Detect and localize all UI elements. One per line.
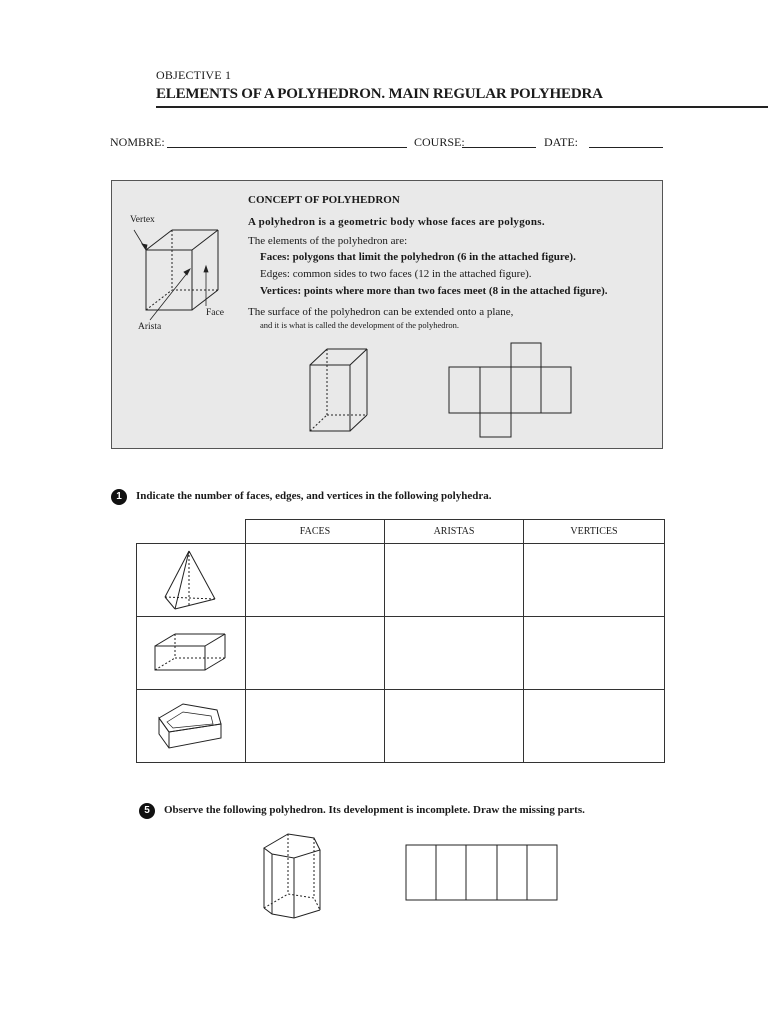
table-header-row: [137, 520, 665, 544]
table-corner: [137, 520, 246, 544]
table-row: [137, 617, 665, 690]
name-label: NOMBRE:: [110, 135, 165, 149]
box-prism-icon: [151, 628, 231, 678]
table-row: [137, 544, 665, 617]
elements-intro: The elements of the polyhedron are:: [248, 235, 408, 247]
face-label: Face: [206, 308, 224, 318]
objective-label: OBJECTIVE 1: [156, 68, 232, 82]
aristas-answer-cell[interactable]: [385, 544, 524, 617]
date-field-line[interactable]: [589, 147, 663, 148]
prism-net-figure: [448, 342, 573, 439]
faces-column-header: FACES: [246, 520, 385, 544]
arista-label: Arista: [138, 322, 162, 332]
course-field-line[interactable]: [462, 147, 536, 148]
table-row: [137, 690, 665, 763]
incomplete-development-figure[interactable]: [405, 844, 559, 902]
shape-cell: [137, 617, 246, 690]
vertices-column-header: VERTICES: [524, 520, 665, 544]
concept-definition: A polyhedron is a geometric body whose faces are polygons.: [248, 216, 545, 228]
title-divider: [156, 106, 768, 108]
shape-cell: [137, 690, 246, 763]
faces-answer-cell[interactable]: [246, 690, 385, 763]
faces-answer-cell[interactable]: [246, 544, 385, 617]
vertices-answer-cell[interactable]: [524, 617, 665, 690]
edges-definition: Edges: common sides to two faces (12 in the attached figure).: [260, 268, 532, 280]
concept-heading: CONCEPT OF POLYHEDRON: [248, 194, 400, 206]
rectangular-prism-figure: [305, 345, 375, 435]
vertices-answer-cell[interactable]: [524, 544, 665, 617]
question-5-number: 5: [139, 803, 155, 819]
page-title: ELEMENTS OF A POLYHEDRON. MAIN REGULAR POLYHEDRA: [156, 86, 603, 102]
question-1-text: Indicate the number of faces, edges, and vertices in the following polyhedra.: [136, 490, 492, 502]
aristas-answer-cell[interactable]: [385, 690, 524, 763]
pentagonal-prism-icon: [155, 698, 227, 754]
question-1-number: 1: [111, 489, 127, 505]
vertex-label: Vertex: [130, 215, 155, 225]
vertices-answer-cell[interactable]: [524, 690, 665, 763]
date-label: DATE:: [544, 135, 578, 149]
surface-line1: The surface of the polyhedron can be extended onto a plane,: [248, 306, 514, 318]
pyramid-icon: [161, 547, 221, 613]
pentagonal-prism-figure: [258, 830, 328, 925]
polyhedra-table: [136, 519, 665, 763]
name-field-line[interactable]: [167, 147, 407, 148]
faces-answer-cell[interactable]: [246, 617, 385, 690]
aristas-column-header: ARISTAS: [385, 520, 524, 544]
faces-definition: Faces: polygons that limit the polyhedron (6 in the attached figure).: [260, 251, 576, 263]
question-5-text: Observe the following polyhedron. Its development is incomplete. Draw the missing parts.: [164, 804, 585, 816]
surface-line2: and it is what is called the development of the polyhedron.: [260, 320, 459, 330]
shape-cell: [137, 544, 246, 617]
cube-diagram: [120, 210, 240, 340]
vertices-definition: Vertices: points where more than two faces meet (8 in the attached figure).: [260, 285, 608, 297]
aristas-answer-cell[interactable]: [385, 617, 524, 690]
course-label: COURSE:: [414, 135, 465, 149]
